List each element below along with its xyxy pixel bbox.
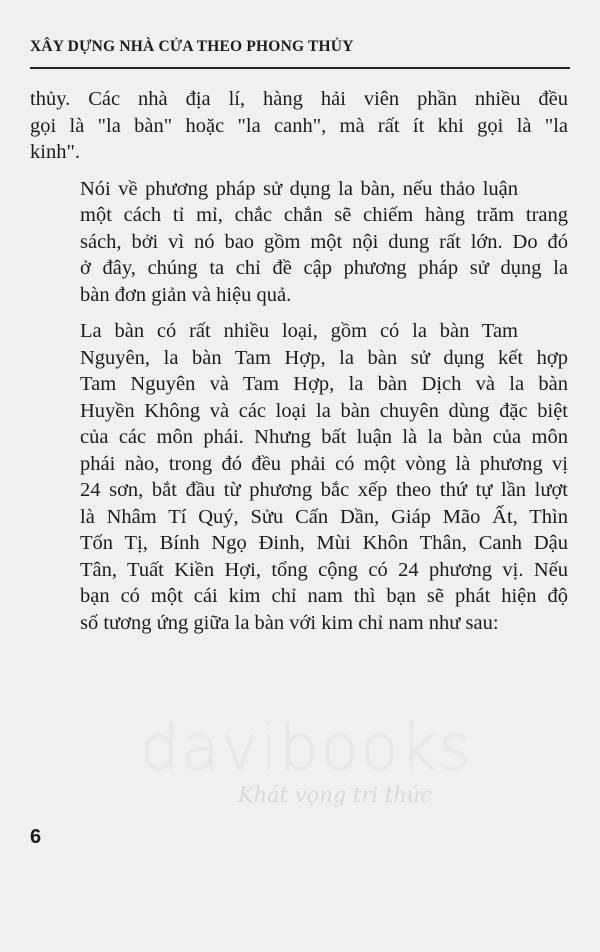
watermark bbox=[140, 711, 473, 807]
text-line: phái nào, trong đó đều phải có một vòng là phương vị bbox=[80, 452, 568, 475]
text-line: gọi là "la bàn" hoặc "la canh", mà rất ít khi gọi là "la bbox=[30, 114, 568, 137]
page-number: 6 bbox=[30, 826, 42, 848]
text-line: bạn có một cái kim chỉ nam thì bạn sẽ phát hiện độ bbox=[80, 585, 568, 607]
text-line: là Nhâm Tí Quý, Sửu Cấn Dần, Giáp Mão Ất, Thìn bbox=[80, 505, 568, 528]
text-line: Tốn Tị, Bính Ngọ Đinh, Mùi Khôn Thân, Canh Dậu bbox=[80, 532, 568, 554]
paragraph-1 bbox=[30, 86, 568, 166]
text-line: Tân, Tuất Kiền Hợi, tổng cộng có 24 phương vị. Nếu bbox=[80, 558, 568, 581]
text-line: một cách tỉ mỉ, chắc chắn sẽ chiếm hàng trăm trang bbox=[80, 204, 568, 226]
text-line: kinh". bbox=[30, 141, 80, 163]
text-line: thủy. Các nhà địa lí, hàng hải viên phần nhiều đều bbox=[30, 88, 568, 110]
watermark-tagline: Khát vọng tri thức bbox=[237, 783, 433, 807]
text-line: bàn đơn giản và hiệu quả. bbox=[80, 283, 292, 306]
text-line: ở đây, chúng ta chỉ đề cập phương pháp sử dụng la bbox=[80, 257, 568, 279]
text-line: Nói về phương pháp sử dụng la bàn, nếu thảo luận bbox=[80, 177, 518, 200]
text-line: sách, bởi vì nó bao gồm một nội dung rất lớn. Do đó bbox=[80, 230, 568, 253]
text-line: của các môn phái. Nhưng bất luận là la bàn của môn bbox=[80, 426, 568, 448]
text-line: Tam Nguyên và Tam Hợp, la bàn Dịch và la bàn bbox=[80, 373, 568, 395]
body-text bbox=[30, 86, 568, 646]
running-header: XÂY DỰNG NHÀ CỬA THEO PHONG THỦY bbox=[30, 38, 354, 55]
header-rule bbox=[30, 67, 570, 69]
text-line: Huyền Không và các loại la bàn chuyên dùng đặc biệt bbox=[80, 399, 568, 422]
text-line: La bàn có rất nhiều loại, gồm có la bàn Tam bbox=[80, 320, 518, 342]
text-line: 24 sơn, bắt đầu từ phương bắc xếp theo thứ tự lần lượt bbox=[80, 479, 568, 501]
paragraph-2 bbox=[30, 176, 568, 309]
text-line: số tương ứng giữa la bàn với kim chỉ nam như sau: bbox=[80, 611, 499, 634]
paragraph-3 bbox=[30, 318, 568, 636]
text-line: Nguyên, la bàn Tam Hợp, la bàn sử dụng kết hợp bbox=[80, 346, 568, 369]
watermark-logo: davibooks bbox=[140, 711, 473, 784]
